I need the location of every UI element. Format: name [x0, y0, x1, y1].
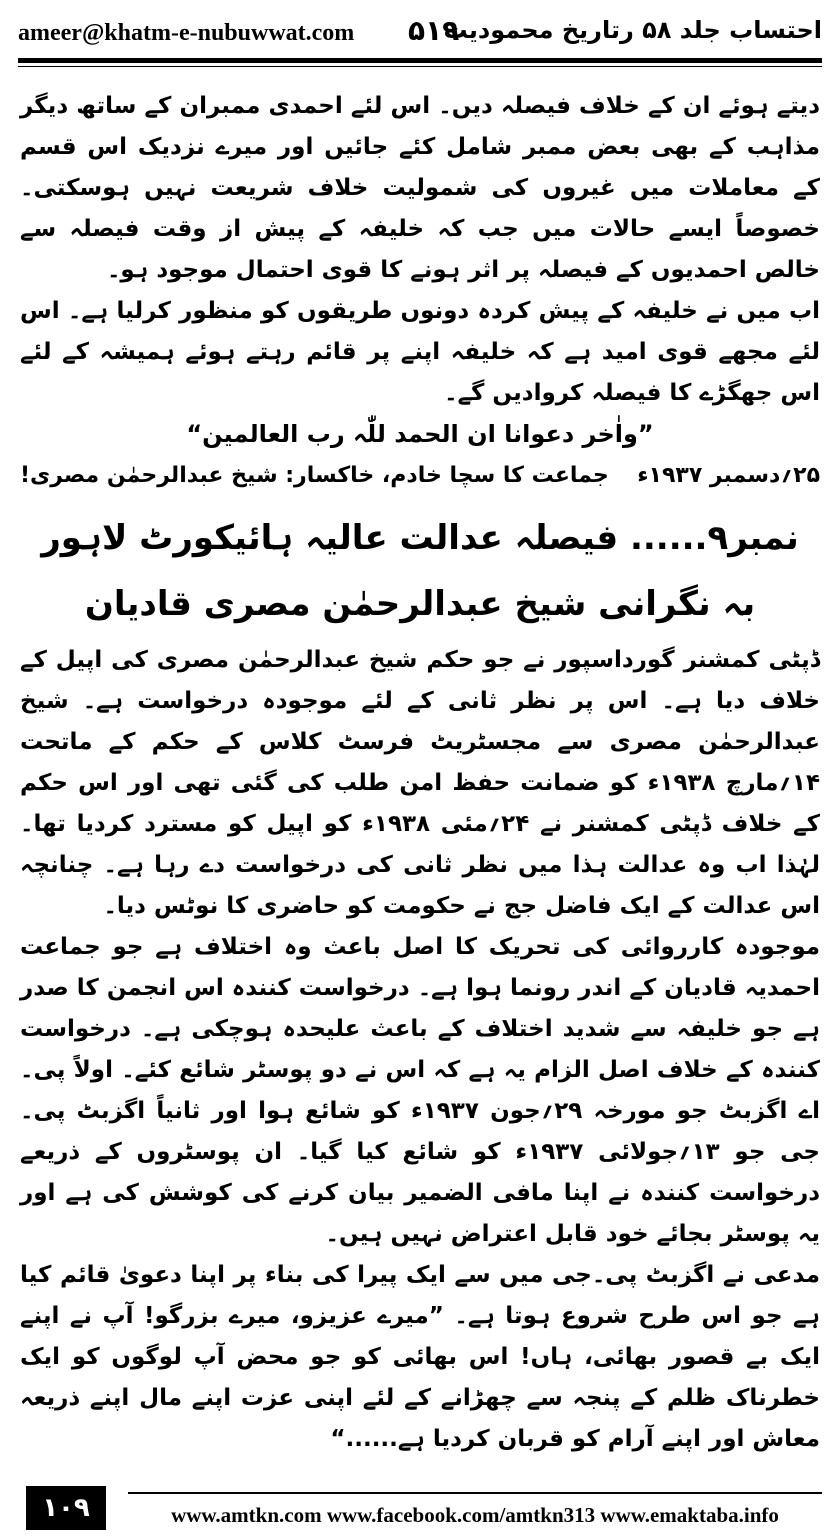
footer-links: www.amtkn.com www.facebook.com/amtkn313 www.emaktaba.info [171, 1503, 779, 1527]
signature-block [20, 455, 609, 496]
paragraph-3: ڈپٹی کمشنر گورداسپور نے جو حکم شیخ عبدالرحمٰن مصری کی اپیل کے خلاف دیا ہے۔ اس پر نظر ثانی کے لئے موجودہ درخواست ہے۔ شیخ عبدالرحمٰن مصری سے مجسٹریٹ فرسٹ کلاس کے حکم کے ماتحت ۱۴؍مارچ ۱۹۳۸ء کو ضمانت حفظ امن طلب کی گئی تھی اور اس حکم کے خلاف ڈپٹی کمشنر نے ۲۴؍مئی ۱۹۳۸ء کو اپیل کو مسترد کردیا تھا۔ لہٰذا اب وہ عدالت ہذا میں نظر ثانی کی درخواست دے رہا ہے۔ چنانچہ اس عدالت کے ایک فاضل جج نے حکومت کو حاضری کا نوٹس دیا۔ [20, 647, 820, 919]
closing-quote: ”واٰخر دعوانا ان الحمد للّٰہ رب العالمین“ [186, 420, 654, 448]
footer-page-number: ۱۰۹ [26, 1486, 106, 1530]
paragraph-5: مدعی نے اگزبٹ پی۔جی میں سے ایک پیرا کی بناء پر اپنا دعویٰ قائم کیا ہے جو اس طرح شروع ہوتا ہے۔ ”میرے عزیزو، میرے بزرگو! آپ نے اپنے ایک بے قصور بھائی، ہاں! اس بھائی کو جو محض آپ لوگوں کو ایک خطرناک ظلم کے پنجہ سے چھڑانے کے لئے اپنی عزت اپنے مال اپنے ذریعہ معاش اور اپنے آرام کو قربان کردیا ہے......“ [20, 1262, 820, 1452]
section-heading: نمبر۹...... فیصلہ عدالت عالیہ ہائیکورٹ لاہور [41, 518, 799, 558]
page-header [18, 14, 822, 50]
paragraph-1: دیتے ہوئے ان کے خلاف فیصلہ دیں۔ اس لئے احمدی ممبران کے ساتھ دیگر مذاہب کے بھی بعض ممبر شامل کئے جائیں اور میرے نزدیک اس قسم کے معاملات میں غیروں کی شمولیت خلاف شریعت نہیں ہوسکتی۔ خصوصاً ایسے حالات میں جب کہ خلیفہ کے پیش از وقت فیصلہ سے خالص احمدیوں کے فیصلہ پر اثر ہونے کا قوی احتمال موجود ہو۔ [20, 93, 820, 283]
signature-name: شیخ عبدالرحمٰن مصری! [20, 463, 278, 488]
paragraph-4: موجودہ کارروائی کی تحریک کا اصل باعث وہ اختلاف ہے جو جماعت احمدیہ قادیان کے اندر رونما ہوا ہے۔ درخواست کنندہ اس انجمن کا صدر ہے جو خلیفہ سے شدید اختلاف کے باعث علیحدہ ہوچکی ہے۔ درخواست کنندہ کے خلاف اصل الزام یہ ہے کہ اس نے دو پوسٹر شائع کئے۔ اولاً پی۔اے اگزبٹ جو مورخہ ۲۹؍جون ۱۹۳۷ء کو شائع ہوا اور ثانیاً اگزبٹ پی۔جی جو ۱۳؍جولائی ۱۹۳۷ء کو شائع کیا گیا۔ ان پوسٹروں کے ذریعے درخواست کنندہ نے اپنا مافی الضمیر بیان کرنے کی کوشش کی ہے اور یہ پوسٹر بجائے خود قابل اعتراض نہیں ہیں۔ [20, 934, 820, 1247]
page-footer [18, 1486, 822, 1530]
section-subheading: بہ نگرانی شیخ عبدالرحمٰن مصری قادیان [84, 584, 756, 624]
paragraph-2: اب میں نے خلیفہ کے پیش کردہ دونوں طریقوں کو منظور کرلیا ہے۔ اس لئے مجھے قوی امید ہے کہ خلیفہ اپنے پر قائم رہتے ہوئے ہمیشہ کے لئے اس جھگڑے کا فیصلہ کروادیں گے۔ [20, 298, 820, 406]
header-page-number: ۵۱۹ [408, 14, 460, 47]
header-rule-thick [18, 58, 822, 63]
page-body [20, 86, 820, 1480]
footer-rule [128, 1492, 822, 1494]
header-rule-thin [18, 66, 822, 67]
signature-servant: جماعت کا سچا خادم، خاکسار: [285, 463, 609, 488]
signature-row [20, 455, 820, 496]
header-email: ameer@khatm-e-nubuwwat.com [18, 20, 355, 46]
header-title: احتساب جلد ۵۸ رتاریخ محمودیت [443, 16, 822, 44]
signature-date: ۲۵؍دسمبر ۱۹۳۷ء [637, 463, 820, 488]
